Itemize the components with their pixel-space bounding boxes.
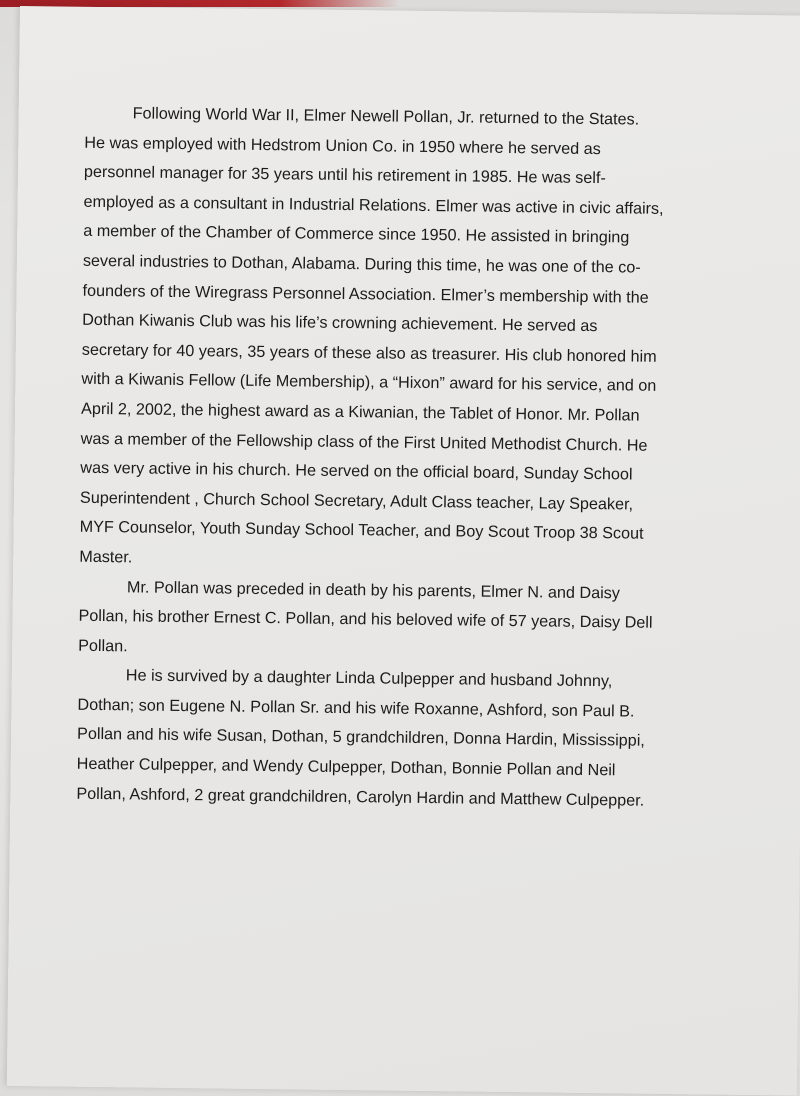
document-page (7, 6, 800, 1096)
text-line: founders of the Wiregrass Personnel Association. Elmer’s membership with the (82, 281, 649, 307)
text-line: Pollan. (78, 636, 128, 656)
paragraph-career (79, 99, 705, 580)
text-line: Pollan, his brother Ernest C. Pollan, and his beloved wife of 57 years, Daisy Dell (78, 606, 653, 632)
text-line: Pollan, Ashford, 2 great grandchildren, Carolyn Hardin and Matthew Culpepper. (76, 784, 645, 810)
text-line: with a Kiwanis Fellow (Life Membership), a “Hixon” award for his service, and on (81, 370, 657, 396)
text-line: was very active in his church. He served on the official board, Sunday School (80, 458, 633, 484)
text-line: He is survived by a daughter Linda Culpepper and husband Johnny, (125, 666, 613, 691)
document-body (76, 99, 705, 817)
text-line: Dothan; son Eugene N. Pollan Sr. and his wife Roxanne, Ashford, son Paul B. (77, 695, 635, 721)
text-line: He was employed with Hedstrom Union Co. in 1950 where he served as (84, 133, 601, 158)
text-line: personnel manager for 35 years until his retirement in 1985. He was self- (83, 162, 606, 188)
text-line: Pollan and his wife Susan, Dothan, 5 grandchildren, Donna Hardin, Mississippi, (76, 725, 645, 751)
text-line: Following World War II, Elmer Newell Pollan, Jr. returned to the States. (132, 104, 640, 129)
text-line: Heather Culpepper, and Wendy Culpepper, Dothan, Bonnie Pollan and Neil (76, 754, 616, 780)
text-line: Dothan Kiwanis Club was his life’s crowning achievement. He served as (82, 310, 598, 336)
text-line: MYF Counselor, Youth Sunday School Teacher, and Boy Scout Troop 38 Scout (79, 518, 644, 543)
text-line: secretary for 40 years, 35 years of these also as treasurer. His club honored him (81, 340, 657, 366)
paragraph-preceded-in-death (78, 572, 699, 668)
text-line: a member of the Chamber of Commerce since 1950. He assisted in bringing (83, 222, 630, 247)
text-line: several industries to Dothan, Alabama. During this time, he was one of the co- (82, 251, 641, 277)
text-line: Superintendent , Church School Secretary, Adult Class teacher, Lay Speaker, (79, 488, 634, 514)
text-line: Master. (79, 547, 133, 567)
text-line: employed as a consultant in Industrial Relations. Elmer was active in civic affairs, (83, 192, 664, 218)
text-line: Mr. Pollan was preceded in death by his parents, Elmer N. and Daisy (126, 577, 621, 602)
paragraph-survived-by (76, 661, 698, 817)
text-line: was a member of the Fellowship class of the First United Methodist Church. He (80, 429, 648, 455)
text-line: April 2, 2002, the highest award as a Kiwanian, the Tablet of Honor. Mr. Pollan (80, 399, 640, 425)
